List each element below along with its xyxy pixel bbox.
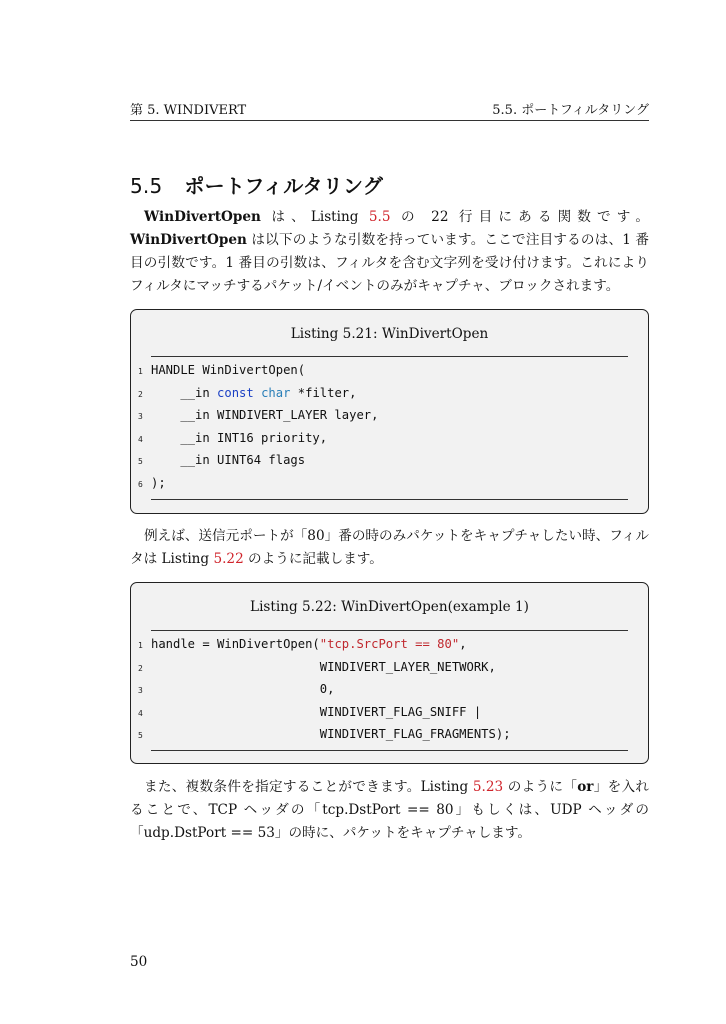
listing-caption: Listing 5.21: WinDivertOpen	[290, 326, 489, 342]
code-text	[151, 386, 356, 400]
code-line	[131, 363, 648, 385]
code-text	[151, 727, 511, 741]
code-token: handle = WinDivertOpen(	[151, 637, 320, 651]
line-number: 5	[138, 457, 143, 466]
section-heading	[130, 170, 383, 199]
code-listing-1	[130, 309, 649, 514]
code-line	[131, 408, 648, 430]
listing-rule-top	[151, 356, 628, 357]
code-token: WINDIVERT_FLAG_SNIFF |	[151, 704, 482, 719]
listing-reference-link[interactable]: 5.22	[213, 551, 244, 567]
code-token: __in WINDIVERT_LAYER layer,	[151, 408, 379, 422]
page-number: 50	[130, 954, 148, 970]
line-number: 4	[138, 708, 143, 718]
line-number: 3	[138, 412, 143, 421]
code-text	[151, 660, 496, 674]
code-token: );	[151, 475, 166, 490]
code-token: __in UINT64 flags	[151, 453, 306, 467]
code-token-str: "tcp.SrcPort == 80"	[319, 637, 460, 651]
code-line	[131, 660, 648, 682]
code-line	[131, 476, 648, 498]
function-name: WinDivertOpen	[144, 209, 261, 225]
code-line	[131, 453, 648, 475]
listing-rule-top	[151, 630, 628, 631]
code-token: WINDIVERT_LAYER_NETWORK,	[151, 659, 496, 674]
code-text	[151, 453, 305, 467]
line-number: 1	[138, 641, 143, 650]
code-token: __in	[151, 385, 218, 400]
paragraph-text: は以下のような引数を持っています。ここで注目するのは、1 番目の引数です。1 番目の引数は、フィルタを含む文字列を受け付けます。これによりフィルタにマッチするパケット/イベントのみがキャプチャ、ブロックされます。	[130, 232, 649, 294]
line-number: 1	[138, 367, 143, 376]
listing-rule-bottom	[151, 750, 628, 751]
paragraph-text: のように記載します。	[243, 551, 383, 567]
code-token: HANDLE WinDivertOpen(	[151, 363, 306, 377]
paragraph-text: は、Listing	[260, 209, 369, 225]
code-token: __in INT16 priority,	[151, 430, 328, 445]
header-chapter: 第 5. WINDIVERT	[130, 103, 247, 118]
running-header	[130, 99, 649, 121]
code-token-kw: const	[217, 385, 254, 400]
code-line	[131, 727, 648, 749]
paragraph-text: のように「	[503, 779, 578, 795]
code-line	[131, 705, 648, 727]
code-listing-2	[130, 582, 649, 764]
code-token: ,	[459, 637, 467, 651]
listing-reference-link[interactable]: 5.23	[472, 779, 504, 795]
listing-rule-bottom	[151, 499, 628, 500]
listing-caption: Listing 5.22: WinDivertOpen(example 1)	[250, 599, 529, 615]
code-token: WINDIVERT_FLAG_FRAGMENTS);	[151, 727, 511, 741]
section-number: 5.5	[130, 174, 163, 198]
line-number: 4	[138, 434, 143, 444]
code-token: 0,	[151, 682, 335, 696]
code-text	[151, 637, 467, 651]
paragraph-text: また、複数条件を指定することができます。Listing	[144, 779, 473, 795]
code-text	[151, 705, 481, 719]
listing-reference-link[interactable]: 5.5	[368, 209, 391, 225]
line-number: 2	[138, 389, 143, 399]
paragraph-intro	[130, 206, 649, 298]
paragraph-text: 例えば、送信元ポートが「80」番の時のみパケットをキャプチャしたい時、フィルタは Listing	[130, 528, 649, 567]
line-number: 6	[138, 479, 143, 489]
code-line	[131, 637, 648, 659]
paragraph-multiple-conditions	[130, 776, 649, 845]
code-line	[131, 386, 648, 408]
code-token	[254, 386, 261, 400]
section-title-text: ポートフィルタリング	[184, 174, 384, 198]
code-line	[131, 682, 648, 704]
line-number: 5	[138, 731, 143, 740]
line-number: 3	[138, 686, 143, 695]
code-text	[151, 431, 327, 445]
code-text	[151, 682, 334, 696]
paragraph-text: 」を入れることで、TCP ヘッダの「tcp.DstPort == 80」もしくは、UDP ヘッダの「udp.DstPort == 53」の時に、パケットをキャプチャします。	[130, 779, 649, 841]
code-token-ty: char	[261, 385, 291, 400]
code-text	[151, 476, 166, 490]
header-section: 5.5. ポートフィルタリング	[492, 103, 649, 118]
code-text	[151, 408, 378, 422]
line-number: 2	[138, 663, 143, 673]
or-keyword: or	[577, 779, 594, 795]
code-text	[151, 363, 305, 377]
function-name: WinDivertOpen	[130, 232, 247, 248]
paragraph-example	[130, 525, 649, 571]
paragraph-text: の 22 行目にある関数です。	[390, 209, 650, 225]
code-line	[131, 431, 648, 453]
code-token: *filter,	[290, 385, 357, 400]
